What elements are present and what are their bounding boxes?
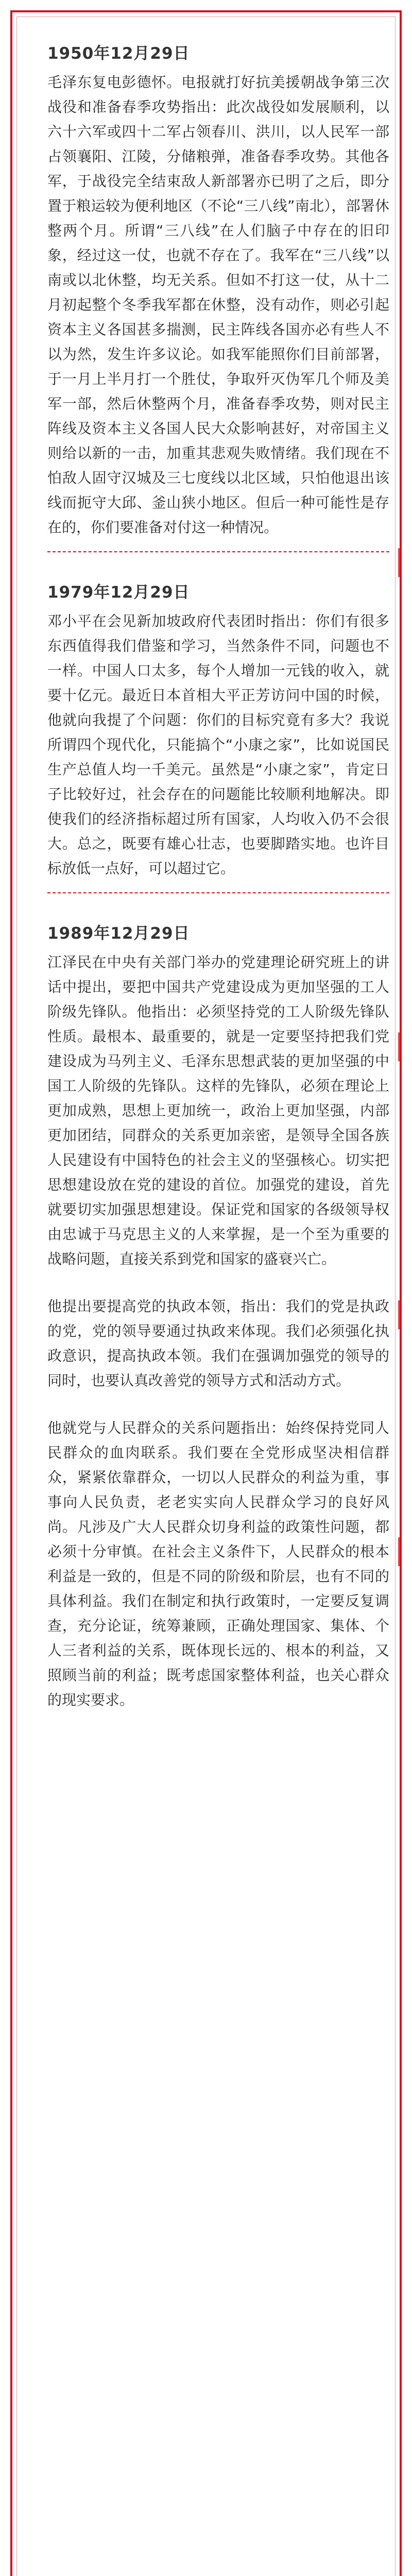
article-content [47, 42, 389, 1713]
section-1989 [47, 922, 389, 1713]
scroll-marker [398, 1537, 400, 1566]
section-date: 1950年12月29日 [47, 44, 190, 63]
section-divider [47, 551, 389, 552]
scroll-marker [398, 548, 400, 577]
section-date: 1989年12月29日 [47, 924, 190, 943]
section-paragraph: 邓小平在会见新加坡政府代表团时指出：你们有很多东西值得我们借鉴和学习，当然条件不同，问题也不一样。中国人口太多，每个人增加一元钱的收入，就要十亿元。最近日本首相大平正芳访问中国的时候，他就向我提了个问题：你们的目标究竟有多大？我说所谓四个现代化，只能搞个“小康之家”，比如说国民生产总值人均一千美元。虽然是“小康之家”，肯定日子比较好过，社会存在的问题能比较顺利地解决。即使我们的经济指标超过所有国家，人均收入仍不会很大。总之，既要有雄心壮志，也要脚踏实地。也许目标放低一点好，可以超过它。 [47, 613, 389, 877]
section-date: 1979年12月29日 [47, 583, 190, 602]
section-paragraph: 他提出要提高党的执政本领，指出：我们的党是执政的党，党的领导要通过执政来体现。我们必须强化执政意识，提高执政本领。我们在强调加强党的领导的同时，也要认真改善党的领导方式和活动方式。 [47, 1298, 389, 1389]
section-1979 [47, 581, 389, 881]
section-paragraph: 江泽民在中央有关部门举办的党建理论研究班上的讲话中提出，要把中国共产党建设成为更加坚强的工人阶级先锋队。他指出：必须坚持党的工人阶级先锋队性质。最根本、最重要的，就是一定要坚持把我们党建设成为马列主义、毛泽东思想武装的更加坚强的中国工人阶级的先锋队。这样的先锋队，必须在理论上更加成熟，思想上更加统一，政治上更加坚强，内部更加团结，同群众的关系更加亲密，是领导全国各族人民建设有中国特色的社会主义的坚强核心。切实把思想建设放在党的建设的首位。加强党的建设，首先就要切实加强思想建设。保证党和国家的各级领导权由忠诚于马克思主义的人来掌握，是一个至为重要的战略问题，直接关系到党和国家的盛衰兴亡。 [47, 954, 389, 1267]
section-divider [47, 892, 389, 893]
scroll-marker [398, 1032, 400, 1061]
section-paragraph: 他就党与人民群众的关系问题指出：始终保持党同人民群众的血肉联系。我们要在全党形成坚决相信群众，紧紧依靠群众，一切以人民群众的利益为重，事事向人民负责，老老实实向人民群众学习的良好风尚。凡涉及广大人民群众切身利益的政策性问题，都必须十分审慎。在社会主义条件下，人民群众的根本利益是一致的，但是不同的阶级和阶层，也有不同的具体利益。我们在制定和执行政策时，一定要反复调查，充分论证，统筹兼顾，正确处理国家、集体、个人三者利益的关系，既体现长远的、根本的利益，又照顾当前的利益；既考虑国家整体利益，也关心群众的现实要求。 [47, 1419, 389, 1708]
section-paragraph: 毛泽东复电彭德怀。电报就打好抗美援朝战争第三次战役和准备春季攻势指出：此次战役如发展顺利，以六十六军或四十二军占领春川、洪川，以人民军一部占领襄阳、江陵，分储粮弹，准备春季攻势。其他各军，于战役完全结束敌人新部署亦已明了之后，即分置于粮运较为便利地区（不论“三八线”南北），部署休整两个月。所谓“三八线”在人们脑子中存在的旧印象，经过这一仗，也就不存在了。我军在“三八线”以南或以北休整，均无关系。但如不打这一仗，从十二月初起整个冬季我军都在休整，没有动作，则必引起资本主义各国甚多揣测，民主阵线各国亦必有些人不以为然，发生许多议论。如我军能照你们目前部署，于一月上半月打一个胜仗，争取歼灭伪军几个师及美军一部，然后休整两个月，准备春季攻势，则对民主阵线及资本主义各国人民大众影响甚好，对帝国主义则给以新的一击，加重其悲观失败情绪。我们现在不怕敌人固守汉城及三七度线以北区域，只怕他退出该线而扼守大邱、釜山狭小地区。但后一种可能性是存在的，你们要准备对付这一种情况。 [47, 74, 389, 536]
section-1950 [47, 42, 389, 540]
scroll-marker [398, 1300, 400, 1329]
article-frame [10, 10, 402, 2576]
